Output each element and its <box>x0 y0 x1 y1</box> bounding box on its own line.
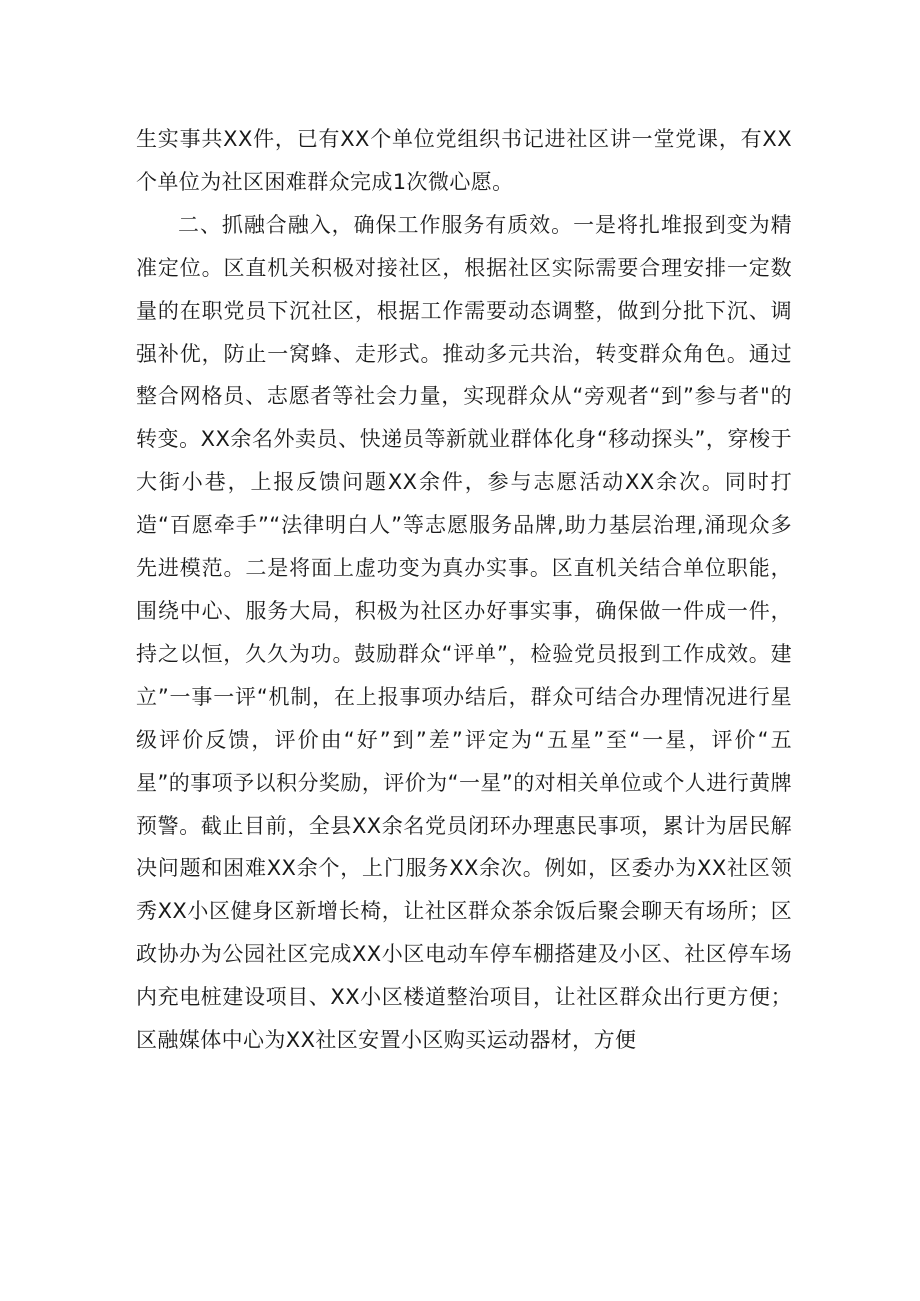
paragraph-continuation: 生实事共XX件，已有XX个单位党组织书记进社区讲一堂党课，有XX个单位为社区困难群众完成1次微心愿。 <box>136 127 792 194</box>
paragraph-section-two: 二、抓融合融入，确保工作服务有质效。一是将扎堆报到变为精准定位。区直机关积极对接社区，根据社区实际需要合理安排一定数量的在职党员下沉社区，根据工作需要动态调整，做到分批下沉、调强补优，防止一窝蜂、走形式。推动多元共治，转变群众角色。通过整合网格员、志愿者等社会力量，实现群众从“旁观者“到”参与者"的转变。XX余名外卖员、快递员等新就业群体化身“移动探头”，穿梭于大街小巷，上报反馈问题XX余件，参与志愿活动XX余次。同时打造“百愿牵手”“法律明白人”等志愿服务品牌,助力基层治理,涌现众多先进模范。二是将面上虚功变为真办实事。区直机关结合单位职能，围绕中心、服务大局，积极为社区办好事实事，确保做一件成一件，持之以恒，久久为功。鼓励群众“评单”，检验党员报到工作成效。建立”一事一评“机制，在上报事项办结后，群众可结合办理情况进行星级评价反馈，评价由“好”到”差”评定为“五星”至“一星，评价“五星”的事项予以积分奖励，评价为“一星”的对相关单位或个人进行黄牌预警。截止目前，全县XX余名党员闭环办理惠民事项，累计为居民解决问题和困难XX余个，上门服务XX余次。例如，区委办为XX社区领秀XX小区健身区新增长椅，让社区群众茶余饭后聚会聊天有场所；区政协办为公园社区完成XX小区电动车停车棚搭建及小区、社区停车场内充电桩建设项目、XX小区楼道整治项目，让社区群众出行更方便；区融媒体中心为XX社区安置小区购买运动器材，方便 <box>136 212 792 1053</box>
document-body <box>136 118 792 1062</box>
